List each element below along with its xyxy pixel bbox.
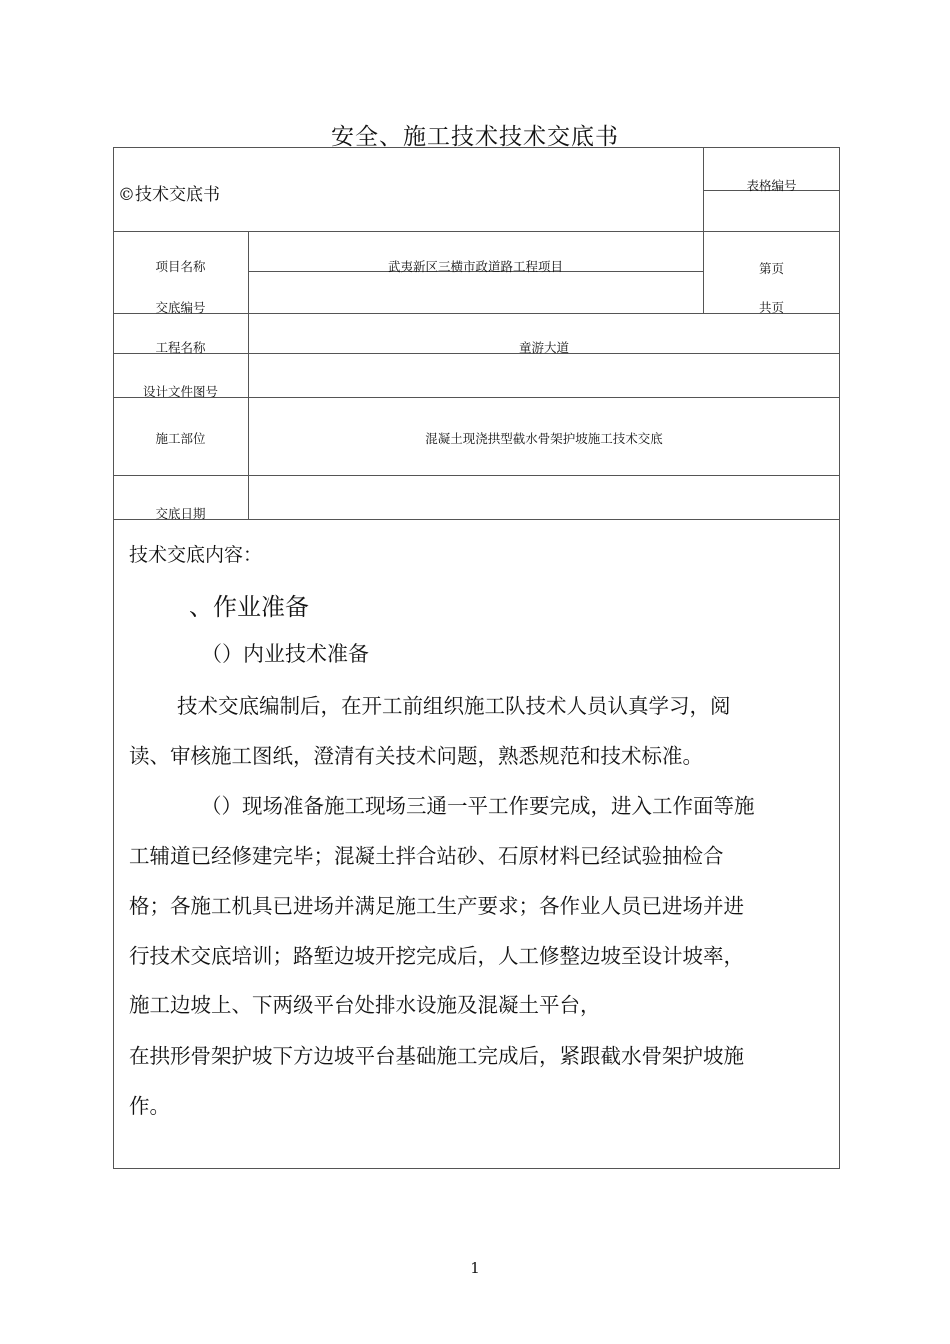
project-name-label: 项目名称 xyxy=(155,259,206,274)
table-border-top xyxy=(113,147,840,148)
content-line: 作。 xyxy=(129,1094,170,1118)
construction-part-value: 混凝土现浇拱型截水骨架护坡施工技术交底 xyxy=(425,431,663,446)
construction-part-label: 施工部位 xyxy=(155,431,206,446)
engineering-name-value: 童游大道 xyxy=(518,340,569,355)
content-line: 工辅道已经修建完毕；混凝土拌合站砂、石原材料已经试验抽检合 xyxy=(129,844,724,868)
design-doc-label: 设计文件图号 xyxy=(142,384,218,399)
table-divider xyxy=(113,475,840,476)
engineering-name-label: 工程名称 xyxy=(155,340,206,355)
table-divider xyxy=(113,231,840,232)
page-label: 第页 xyxy=(758,261,784,276)
content-line: 读、审核施工图纸，澄清有关技术问题，熟悉规范和技术标准。 xyxy=(129,744,703,768)
table-border-bottom xyxy=(113,1168,840,1169)
handover-no-label: 交底编号 xyxy=(155,300,206,315)
table-divider xyxy=(703,147,704,313)
form-header-label: ©技术交底书 xyxy=(118,185,220,205)
page-number: 1 xyxy=(470,1259,480,1277)
document-title: 安全、施工技术技术交底书 xyxy=(331,124,619,150)
content-line: 技术交底编制后，在开工前组织施工队技术人员认真学习，阅 xyxy=(177,694,731,718)
subsection-heading: （）内业技术准备 xyxy=(201,642,369,666)
content-line: 行技术交底培训；路堑边坡开挖完成后，人工修整边坡至设计坡率， xyxy=(129,944,744,968)
content-line: 施工边坡上、下两级平台处排水设施及混凝土平台， xyxy=(129,993,601,1017)
project-name-value: 武夷新区三横市政道路工程项目 xyxy=(387,259,563,274)
content-heading: 技术交底内容： xyxy=(129,544,263,566)
section-heading: 、作业准备 xyxy=(189,593,309,621)
content-line: 在拱形骨架护坡下方边坡平台基础施工完成后，紧跟截水骨架护坡施 xyxy=(129,1044,744,1068)
total-pages-label: 共页 xyxy=(758,300,784,315)
form-number-label: 表格编号 xyxy=(746,178,797,193)
handover-date-label: 交底日期 xyxy=(155,506,206,521)
content-line: 格；各施工机具已进场并满足施工生产要求；各作业人员已进场并进 xyxy=(129,894,744,918)
content-line: （）现场准备施工现场三通一平工作要完成，进入工作面等施 xyxy=(201,794,755,818)
